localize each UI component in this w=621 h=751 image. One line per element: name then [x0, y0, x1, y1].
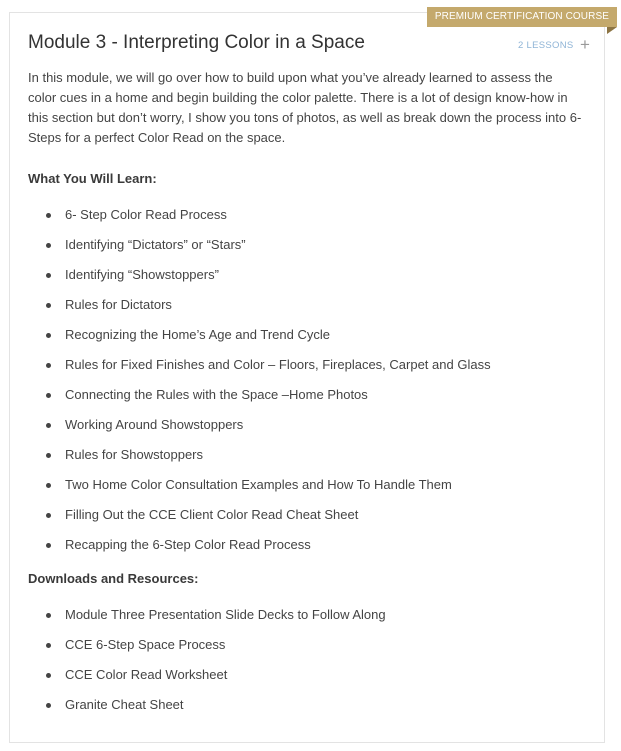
bullet-icon — [46, 243, 51, 248]
list-item: Identifying “Showstoppers” — [0, 267, 491, 297]
downloads-and-resources-heading: Downloads and Resources: — [28, 571, 199, 586]
list-item: Granite Cheat Sheet — [0, 697, 386, 727]
list-item: Connecting the Rules with the Space –Home Photos — [0, 387, 491, 417]
list-item: Rules for Dictators — [0, 297, 491, 327]
list-item: CCE 6-Step Space Process — [0, 637, 386, 667]
bullet-icon — [46, 613, 51, 618]
module-intro: In this module, we will go over how to build upon what you’ve already learned to assess the color cues in a home and begin building the color palette. There is a lot of design know-how in this section but don’t worry, I show you tons of photos, as well as break down the process into 6-Steps for a perfect Color Read on the space. — [28, 70, 582, 145]
list-item: Working Around Showstoppers — [0, 417, 491, 447]
premium-certification-badge: PREMIUM CERTIFICATION COURSE — [427, 7, 617, 27]
list-item: Rules for Fixed Finishes and Color – Floors, Fireplaces, Carpet and Glass — [0, 357, 491, 387]
what-you-will-learn-heading: What You Will Learn: — [28, 171, 157, 186]
list-item: Rules for Showstoppers — [0, 447, 491, 477]
list-item: Recapping the 6-Step Color Read Process — [0, 537, 491, 567]
bullet-icon — [46, 393, 51, 398]
bullet-icon — [46, 303, 51, 308]
bullet-icon — [46, 213, 51, 218]
module-title[interactable]: Module 3 - Interpreting Color in a Space — [28, 32, 365, 53]
ribbon-fold — [607, 27, 617, 34]
plus-icon[interactable]: + — [580, 35, 590, 54]
bullet-icon — [46, 543, 51, 548]
list-item: Recognizing the Home’s Age and Trend Cycle — [0, 327, 491, 357]
bullet-icon — [46, 333, 51, 338]
bullet-icon — [46, 643, 51, 648]
list-item: CCE Color Read Worksheet — [0, 667, 386, 697]
bullet-icon — [46, 513, 51, 518]
list-item: Filling Out the CCE Client Color Read Cheat Sheet — [0, 507, 491, 537]
bullet-icon — [46, 363, 51, 368]
list-item: Module Three Presentation Slide Decks to Follow Along — [0, 607, 386, 637]
list-item: Identifying “Dictators” or “Stars” — [0, 237, 491, 267]
lessons-count[interactable]: 2 LESSONS — [518, 40, 574, 51]
bullet-icon — [46, 703, 51, 708]
list-item: Two Home Color Consultation Examples and How To Handle Them — [0, 477, 491, 507]
bullet-icon — [46, 273, 51, 278]
bullet-icon — [46, 483, 51, 488]
lessons-toggle[interactable] — [518, 35, 590, 54]
downloads-list — [0, 607, 386, 727]
bullet-icon — [46, 423, 51, 428]
bullet-icon — [46, 673, 51, 678]
list-item: 6- Step Color Read Process — [0, 207, 491, 237]
learn-list — [0, 207, 491, 567]
bullet-icon — [46, 453, 51, 458]
